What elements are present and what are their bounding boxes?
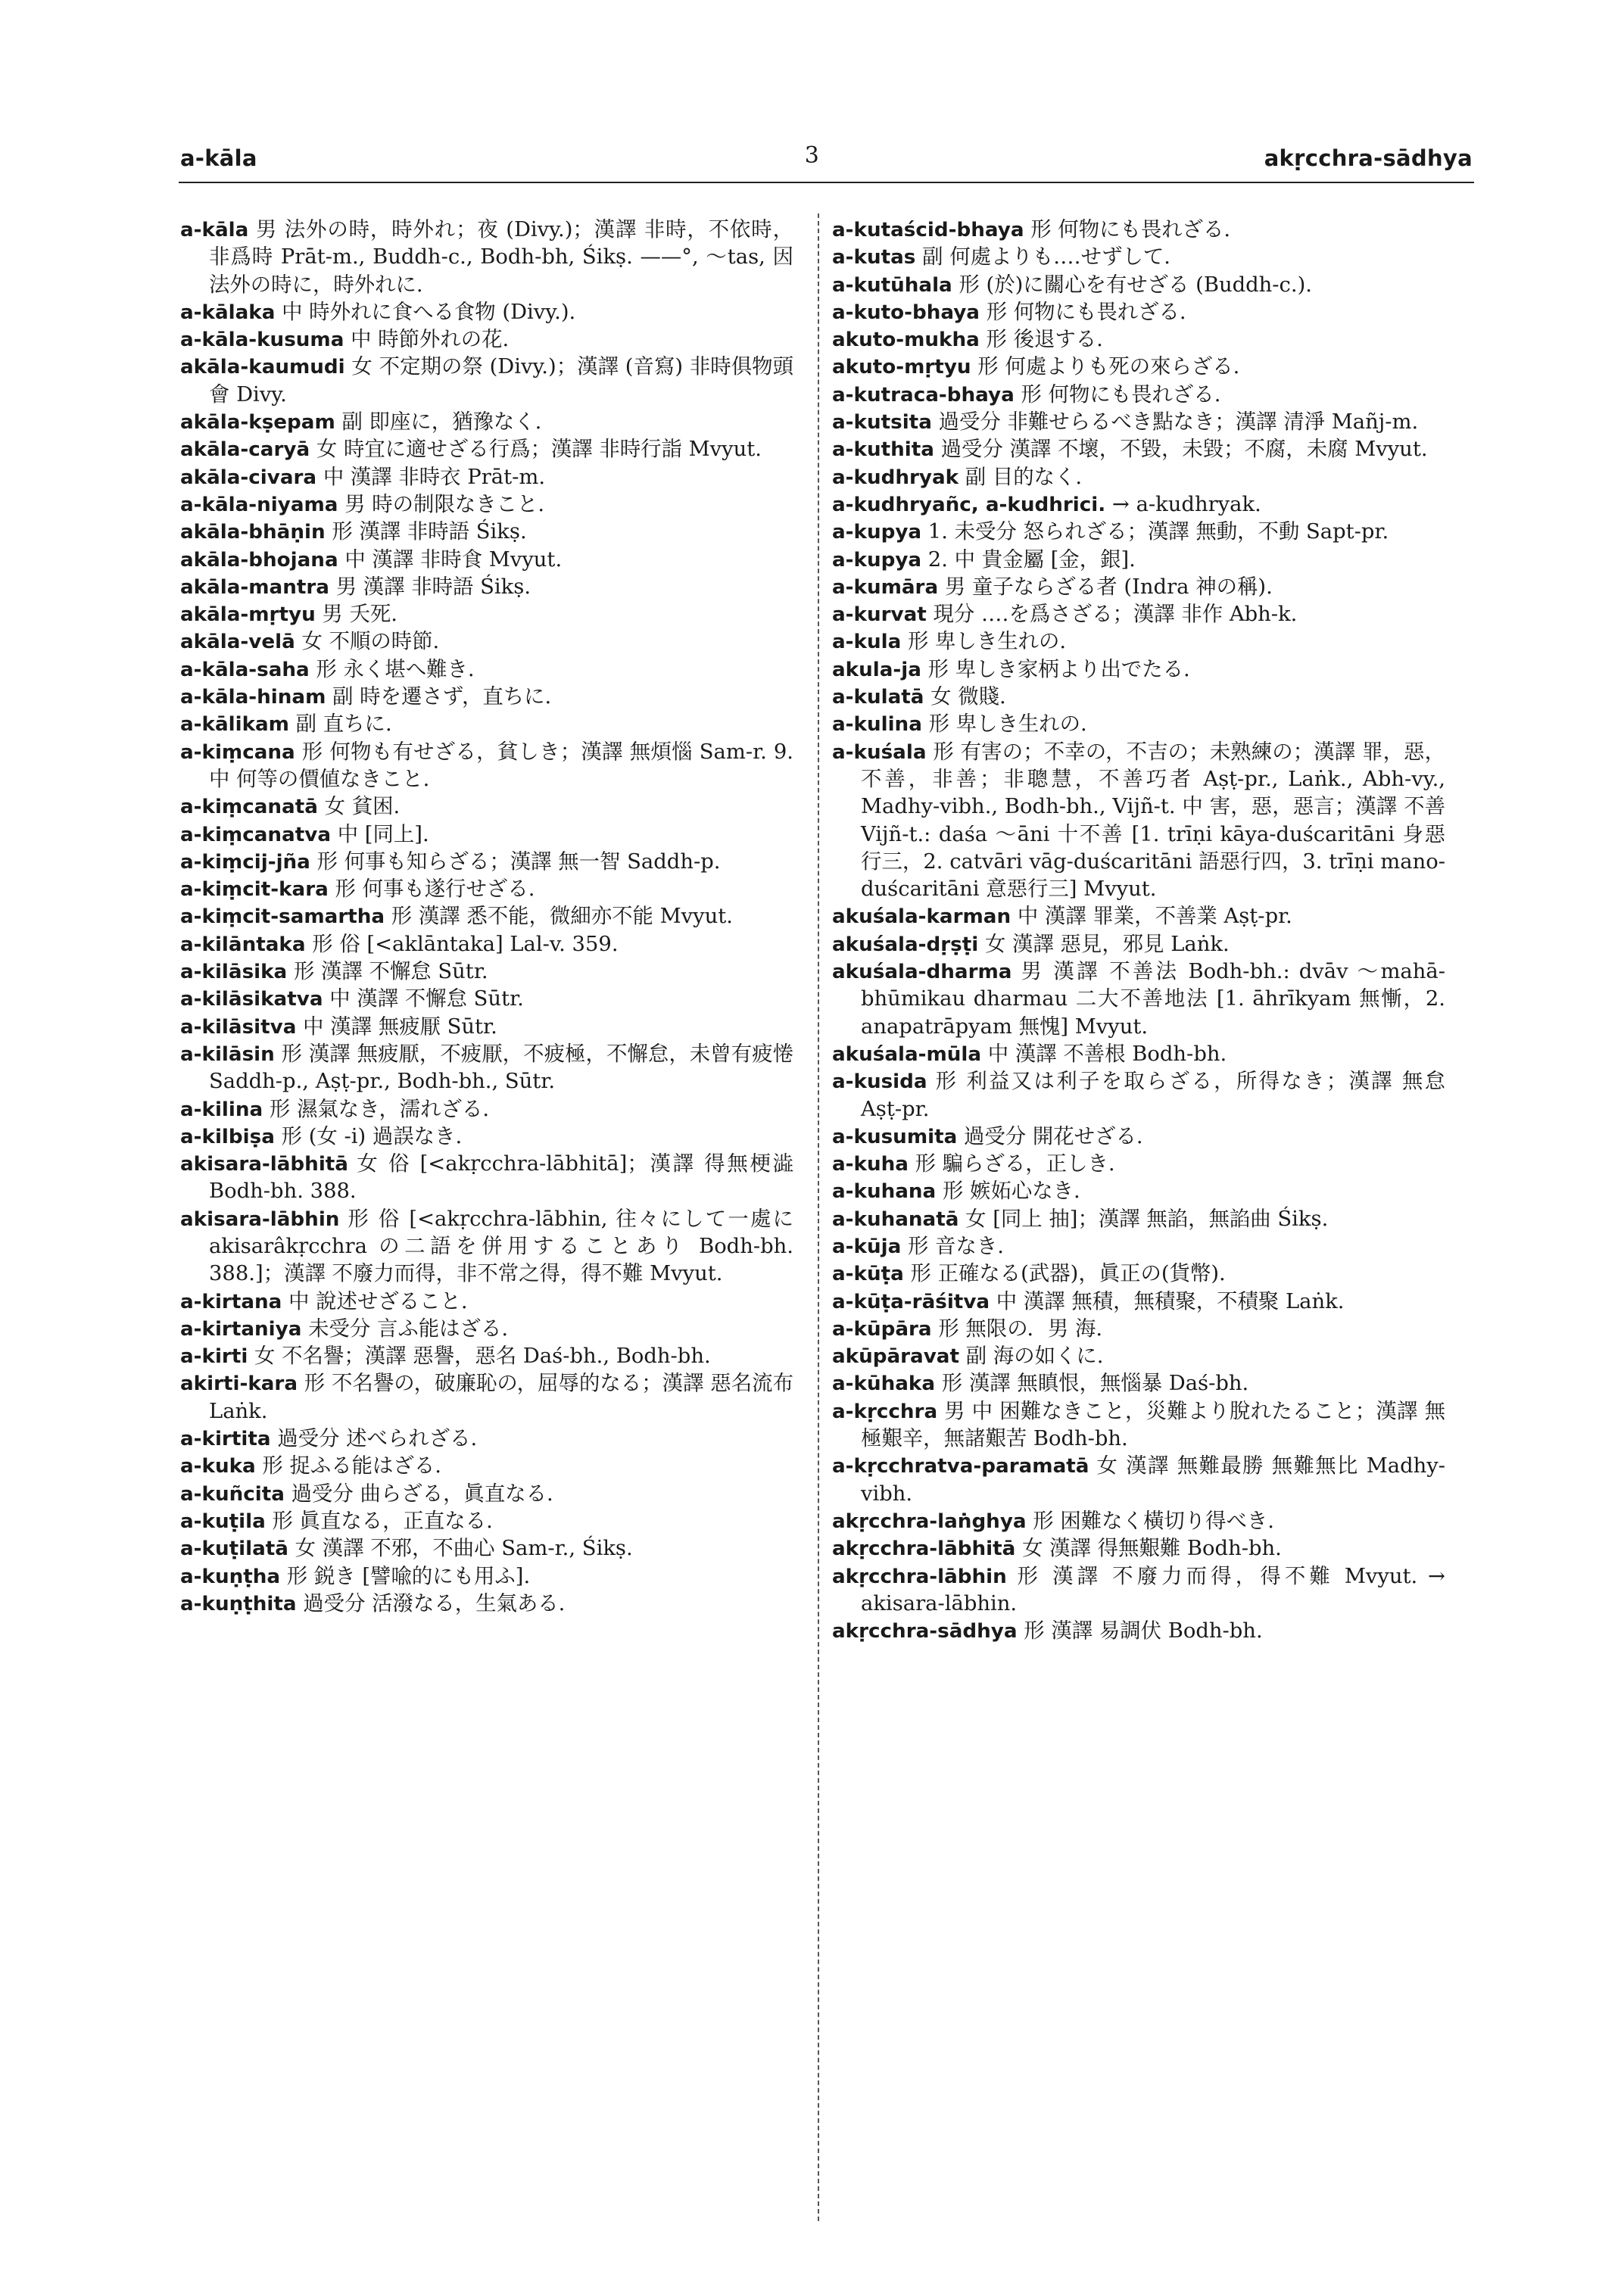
dictionary-entry xyxy=(832,1041,1445,1068)
entry-definition: 女 貧困. xyxy=(317,795,401,819)
entry-headword: a-kiṃcit-samartha xyxy=(180,905,385,929)
dictionary-entry xyxy=(180,547,793,574)
entry-headword: akuśala-dharma xyxy=(832,961,1012,984)
dictionary-entry xyxy=(180,656,793,684)
dictionary-entry xyxy=(180,1563,793,1590)
dictionary-entry xyxy=(832,574,1445,601)
entry-headword: a-kāla xyxy=(180,219,249,241)
entry-definition: 形 (女 -i) 過誤なき. xyxy=(274,1124,463,1148)
entry-headword: a-kilāsikatva xyxy=(180,988,323,1011)
dictionary-entry xyxy=(180,739,793,794)
entry-definition: 女 不順の時節. xyxy=(295,630,440,654)
entry-definition: 中 漢譯 不善根 Bodh-bh. xyxy=(981,1042,1227,1066)
dictionary-entry xyxy=(180,1370,793,1425)
entry-headword: akṛcchra-sādhya xyxy=(832,1620,1018,1643)
entry-definition: 形 有害の；不幸の，不吉の；未熟練の；漢譯 罪，惡，不善，非善；非聰慧，不善巧者 Aṣṭ-pr., Laṅk., Abh-vy., Madhy-vibh., Bodh-bh., Vijñ-t. 中 害，惡，惡言；漢譯 不善 Vijñ-t.: daśa ～āni 十不善 [1. trīṇi kāya-duścaritāni 身惡行三，2. catvāri vāg-duścaritāni 語惡行四，3. trīṇi mano-duścaritāni 意惡行三] Mvyut. xyxy=(861,740,1445,902)
dictionary-entry xyxy=(180,628,793,656)
entry-headword: a-kuñcita xyxy=(180,1482,285,1506)
entry-definition: 形 捉ふる能はざる. xyxy=(255,1454,441,1478)
entry-definition: 2. 中 貴金屬 [金，銀]. xyxy=(921,547,1136,572)
dictionary-entry xyxy=(832,1178,1445,1205)
dictionary-entry xyxy=(180,711,793,738)
entry-headword: a-kula xyxy=(832,631,902,654)
entry-definition: 中 漢譯 無積，無積聚，不積聚 Laṅk. xyxy=(990,1289,1345,1313)
dictionary-entry xyxy=(180,299,793,326)
header-rule xyxy=(179,182,1474,183)
entry-definition: 女 漢譯 不邪，不曲心 Sam-r., Śikṣ. xyxy=(288,1537,633,1561)
dictionary-entry xyxy=(832,1535,1445,1562)
dictionary-entry xyxy=(180,876,793,903)
entry-definition: 形 不名譽の，破廉恥の，屈辱的なる；漢譯 惡名流布 Laṅk. xyxy=(209,1372,793,1423)
dictionary-entry xyxy=(180,409,793,436)
dictionary-entry xyxy=(832,711,1445,738)
entry-definition: 形 永く堪へ難き. xyxy=(309,657,475,681)
entry-definition: 中 漢譯 非時衣 Prāt-m. xyxy=(316,465,546,489)
entry-headword: a-kuthita xyxy=(832,438,934,462)
entry-definition: 過受分 述べられざる. xyxy=(270,1427,478,1451)
dictionary-entry xyxy=(832,1343,1445,1370)
entry-headword: a-kālikam xyxy=(180,713,289,737)
dictionary-entry xyxy=(180,1316,793,1343)
entry-definition: 中 漢譯 不懈怠 Sūtr. xyxy=(323,987,524,1011)
dictionary-entry xyxy=(832,684,1445,711)
dictionary-entry xyxy=(180,491,793,519)
entry-headword: a-kusida xyxy=(832,1070,927,1094)
running-head-left: a-kāla xyxy=(180,145,257,171)
dictionary-entry xyxy=(832,903,1445,930)
entry-definition: 形 (於)に關心を有せざる (Buddh-c.). xyxy=(952,273,1312,297)
entry-headword: a-kuto-bhaya xyxy=(832,301,980,324)
entry-definition: 男 法外の時，時外れ；夜 (Divy.)；漢譯 非時，不依時，非爲時 Prāt-m., Buddh-c., Bodh-bh, Śikṣ. ——°, ～tas, 因 法外の時に，時外れに. xyxy=(209,218,793,297)
dictionary-entry xyxy=(180,821,793,849)
dictionary-entry xyxy=(180,958,793,986)
entry-definition: 男 童子ならざる者 (Indra 神の稱). xyxy=(938,575,1273,599)
dictionary-entry xyxy=(180,519,793,546)
left-column xyxy=(180,217,793,1618)
dictionary-entry xyxy=(832,1398,1445,1453)
entry-headword: a-kuha xyxy=(832,1153,909,1176)
entry-definition: 中 時節外れの花. xyxy=(344,328,510,352)
dictionary-entry xyxy=(180,1481,793,1508)
dictionary-entry xyxy=(832,1453,1445,1508)
dictionary-entry xyxy=(832,1123,1445,1151)
entry-headword: a-kāla-saha xyxy=(180,658,310,681)
entry-definition: 形 何物も有せざる，貧しき；漢譯 無煩惱 Sam-r. 9. 中 何等の價値なきこと. xyxy=(209,740,793,791)
entry-definition: 形 漢譯 易調伏 Bodh-bh. xyxy=(1017,1619,1263,1643)
entry-definition: 中 說述せざること. xyxy=(282,1289,468,1313)
entry-definition: → a-kudhryak. xyxy=(1105,492,1261,516)
entry-headword: akāla-kaumudi xyxy=(180,356,345,379)
entry-headword: a-kumāra xyxy=(832,575,939,599)
entry-definition: 形 騙らざる，正しき. xyxy=(908,1152,1115,1176)
entry-definition: 形 何物にも畏れざる. xyxy=(1024,218,1231,241)
entry-definition: 形 俗 [<aklāntaka] Lal-v. 359. xyxy=(305,932,619,956)
entry-definition: 女 俗 [<akṛcchra-lābhitā]；漢譯 得無梗澁 Bodh-bh. 388. xyxy=(209,1152,793,1204)
dictionary-entry xyxy=(180,1151,793,1206)
entry-definition: 副 何處よりも‥‥せずして. xyxy=(915,245,1170,269)
dictionary-entry xyxy=(180,1041,793,1096)
dictionary-entry xyxy=(832,436,1445,463)
entry-definition: 形 卑しき生れの. xyxy=(921,712,1087,737)
entry-headword: a-kūpāra xyxy=(832,1317,932,1341)
entry-definition: 形 漢譯 無疲厭，不疲厭，不疲極，不懈怠，未曾有疲惓 Saddh-p., Aṣṭ-pr., Bodh-bh., Sūtr. xyxy=(209,1042,793,1094)
dictionary-entry xyxy=(180,1123,793,1151)
entry-headword: a-kusumita xyxy=(832,1125,958,1148)
dictionary-entry xyxy=(180,793,793,821)
entry-definition: 副 目的なく. xyxy=(959,465,1083,489)
entry-headword: akāla-velā xyxy=(180,631,295,654)
entry-headword: akṛcchra-laṅghya xyxy=(832,1509,1027,1533)
entry-headword: a-kūhaka xyxy=(832,1372,936,1396)
dictionary-entry xyxy=(832,1563,1445,1618)
dictionary-entry xyxy=(832,628,1445,656)
dictionary-entry xyxy=(832,1316,1445,1343)
entry-definition: 形 嫉妬心なき. xyxy=(936,1179,1080,1204)
entry-headword: a-kupya xyxy=(832,548,922,572)
entry-headword: a-kutsita xyxy=(832,411,932,435)
dictionary-entry xyxy=(832,1206,1445,1233)
entry-headword: akāla-bhojana xyxy=(180,548,338,572)
entry-headword: akṛcchra-lābhitā xyxy=(832,1537,1016,1561)
entry-definition: 過受分 非難せらるべき點なき；漢譯 清淨 Mañj-m. xyxy=(931,410,1419,435)
entry-headword: a-kirtita xyxy=(180,1428,271,1451)
entry-headword: akāla-civara xyxy=(180,466,317,489)
dictionary-entry xyxy=(180,436,793,463)
dictionary-entry xyxy=(180,986,793,1013)
entry-headword: a-kūṭa xyxy=(832,1263,904,1286)
entry-headword: a-kiṃcanatva xyxy=(180,823,331,846)
entry-definition: 過受分 開花せざる. xyxy=(957,1124,1143,1148)
dictionary-entry xyxy=(832,244,1445,271)
entry-definition: 過受分 漢譯 不壞，不毀，未毀；不腐，未腐 Mvyut. xyxy=(934,438,1428,462)
entry-headword: akūpāravat xyxy=(832,1345,959,1369)
entry-definition: 男 漢譯 不善法 Bodh-bh.: dvāv ～mahā-bhūmikau dharmau 二大不善地法 [1. āhrīkyam 無慚，2. anapatrāpyam 無愧] Mvyut. xyxy=(861,960,1445,1039)
dictionary-entry xyxy=(180,354,793,409)
entry-headword: a-kuṇṭhita xyxy=(180,1592,297,1615)
dictionary-entry xyxy=(180,849,793,876)
dictionary-entry xyxy=(832,931,1445,958)
dictionary-entry xyxy=(832,1260,1445,1288)
dictionary-entry xyxy=(832,299,1445,326)
entry-headword: a-kāla-hinam xyxy=(180,686,326,709)
entry-headword: a-kūṭa-rāśitva xyxy=(832,1290,990,1313)
entry-headword: a-kurvat xyxy=(832,603,927,627)
dictionary-entry xyxy=(180,1343,793,1370)
entry-definition: 副 直ちに. xyxy=(288,712,392,737)
entry-headword: a-kiṃcana xyxy=(180,740,295,764)
entry-definition: 形 後退する. xyxy=(979,328,1103,352)
dictionary-entry xyxy=(180,931,793,958)
entry-definition: 女 漢譯 惡見，邪見 Laṅk. xyxy=(978,932,1230,956)
running-head-right: akṛcchra-sādhya xyxy=(1264,145,1473,171)
entry-definition: 中 漢譯 無疲厭 Sūtr. xyxy=(296,1014,497,1039)
entry-definition: 形 漢譯 不廢力而得，得不難 Mvyut. → akisara-lābhin. xyxy=(861,1564,1445,1615)
entry-definition: 女 [同上 抽]；漢譯 無諂，無諂曲 Śikṣ. xyxy=(959,1207,1329,1231)
entry-headword: a-kilbiṣa xyxy=(180,1125,275,1148)
entry-definition: 女 漢譯 得無艱難 Bodh-bh. xyxy=(1015,1537,1282,1561)
dictionary-entry xyxy=(180,1453,793,1480)
entry-headword: akula-ja xyxy=(832,658,921,681)
entry-definition: 中 [同上]. xyxy=(331,822,429,846)
entry-definition: 過受分 曲らざる，眞直なる. xyxy=(284,1481,553,1506)
dictionary-entry xyxy=(180,464,793,491)
entry-definition: 女 時宜に適せざる行爲；漢譯 非時行詣 Mvyut. xyxy=(310,438,762,462)
entry-headword: a-kṛcchratva-paramatā xyxy=(832,1455,1089,1478)
entry-definition: 形 眞直なる，正直なる. xyxy=(265,1509,493,1533)
entry-headword: a-kuṭila xyxy=(180,1509,266,1533)
dictionary-entry xyxy=(180,1425,793,1453)
entry-headword: akuto-mṛtyu xyxy=(832,356,971,379)
dictionary-entry xyxy=(832,1370,1445,1397)
entry-definition: 未受分 言ふ能はざる. xyxy=(301,1316,509,1341)
entry-headword: akuśala-mūla xyxy=(832,1042,982,1066)
entry-definition: 形 何事も遂行せざる. xyxy=(328,877,535,902)
dictionary-entry xyxy=(832,1288,1445,1316)
entry-headword: a-kirtana xyxy=(180,1290,282,1313)
entry-headword: a-kilāntaka xyxy=(180,933,306,956)
entry-headword: akisara-lābhin xyxy=(180,1207,340,1231)
entry-definition: 形 何事も知らざる；漢譯 無一智 Saddh-p. xyxy=(310,849,721,874)
dictionary-entry xyxy=(180,684,793,711)
page-number: 3 xyxy=(804,142,820,169)
entry-definition: 女 漢譯 無難最勝 無難無比 Madhy-vibh. xyxy=(861,1454,1445,1506)
dictionary-entry xyxy=(832,409,1445,436)
entry-headword: a-kāla-kusuma xyxy=(180,329,344,352)
entry-headword: a-kilāsitva xyxy=(180,1015,297,1039)
entry-definition: 中 漢譯 非時食 Mvyut. xyxy=(338,547,563,572)
entry-headword: a-kilāsin xyxy=(180,1042,275,1066)
entry-headword: akāla-kṣepam xyxy=(180,411,335,435)
dictionary-entry xyxy=(832,382,1445,409)
dictionary-entry xyxy=(180,217,793,299)
entry-headword: a-kirtaniya xyxy=(180,1317,302,1341)
entry-definition: 形 俗 [<akṛcchra-lābhin, 往々にして一處に akisarâkṛcchra の二語を併用することあり Bodh-bh. 388.]；漢譯 不廢力而得，非不常之得，得不難 Mvyut. xyxy=(209,1207,793,1286)
entry-headword: akisara-lābhitā xyxy=(180,1153,348,1176)
entry-definition: 形 利益又は利子を取らざる，所得なき；漢譯 無怠 Aṣṭ-pr. xyxy=(861,1070,1445,1121)
entry-headword: a-kilina xyxy=(180,1098,263,1121)
entry-headword: a-kutaścid-bhaya xyxy=(832,219,1024,241)
dictionary-entry xyxy=(832,958,1445,1041)
entry-headword: a-kilāsika xyxy=(180,961,288,984)
entry-definition: 形 困難なく橫切り得べき. xyxy=(1026,1509,1274,1533)
dictionary-entry xyxy=(832,464,1445,491)
entry-definition: 中 漢譯 罪業，不善業 Aṣṭ-pr. xyxy=(1011,905,1292,929)
entry-definition: 形 卑しき家柄より出でたる. xyxy=(921,657,1190,681)
dictionary-entry xyxy=(832,354,1445,381)
entry-headword: akuśala-dṛṣṭi xyxy=(832,933,979,956)
entry-headword: a-kṛcchra xyxy=(832,1400,938,1423)
dictionary-entry xyxy=(832,1068,1445,1123)
entry-definition: 男 漢譯 非時語 Śikṣ. xyxy=(329,575,531,599)
entry-headword: akuśala-karman xyxy=(832,905,1011,929)
entry-headword: a-kālaka xyxy=(180,301,276,324)
dictionary-entry xyxy=(832,519,1445,546)
entry-headword: akṛcchra-lābhin xyxy=(832,1565,1007,1588)
entry-headword: a-kiṃcij-jña xyxy=(180,850,310,874)
entry-definition: 男 夭死. xyxy=(315,603,398,627)
entry-headword: akuto-mukha xyxy=(832,329,980,352)
entry-definition: 男 時の制限なきこと. xyxy=(338,492,545,516)
entry-definition: 女 不定期の祭 (Divy.)；漢譯 (音寫) 非時俱物頭會 Divy. xyxy=(209,355,793,407)
entry-headword: a-kiṃcanatā xyxy=(180,796,318,819)
entry-headword: a-kulina xyxy=(832,713,922,737)
dictionary-entry xyxy=(832,739,1445,904)
entry-headword: akāla-caryā xyxy=(180,438,310,462)
entry-definition: 副 海の如くに. xyxy=(959,1344,1104,1369)
entry-headword: a-kutūhala xyxy=(832,273,952,297)
entry-headword: a-kudhryak xyxy=(832,466,959,489)
entry-definition: 女 不名譽；漢譯 惡譽，惡名 Daś-bh., Bodh-bh. xyxy=(248,1344,711,1369)
entry-definition: 形 漢譯 悉不能，微細亦不能 Mvyut. xyxy=(385,905,733,929)
entry-headword: akāla-mantra xyxy=(180,575,329,599)
entry-definition: 副 時を遷さず，直ちに. xyxy=(326,685,552,709)
dictionary-entry xyxy=(180,1014,793,1041)
entry-headword: a-kuka xyxy=(180,1455,256,1478)
entry-definition: 過受分 活潑なる，生氣ある. xyxy=(296,1591,566,1615)
entry-definition: 女 微賤. xyxy=(924,685,1006,709)
entry-definition: 形 鋭き [譬喩的にも用ふ]. xyxy=(280,1564,531,1588)
dictionary-entry xyxy=(180,1590,793,1618)
dictionary-entry xyxy=(180,574,793,601)
dictionary-entry xyxy=(832,491,1445,519)
entry-definition: 形 漢譯 非時語 Śikṣ. xyxy=(325,520,527,544)
entry-headword: akāla-mṛtyu xyxy=(180,603,316,627)
entry-headword: a-kudhryañc, a-kudhrici. xyxy=(832,493,1106,516)
dictionary-entry xyxy=(832,272,1445,299)
entry-definition: 形 卑しき生れの. xyxy=(901,630,1067,654)
entry-definition: 形 漢譯 無瞋恨，無惱暴 Daś-bh. xyxy=(935,1372,1249,1396)
entry-headword: a-kuhana xyxy=(832,1180,937,1204)
entry-headword: a-kūja xyxy=(832,1235,902,1258)
dictionary-entry xyxy=(180,903,793,930)
entry-definition: 中 時外れに食へる食物 (Divy.). xyxy=(275,300,576,324)
entry-headword: a-kutraca-bhaya xyxy=(832,383,1015,407)
entry-headword: a-kuśala xyxy=(832,740,927,764)
dictionary-entry xyxy=(832,1233,1445,1260)
dictionary-entry xyxy=(832,547,1445,574)
dictionary-entry xyxy=(832,217,1445,244)
entry-definition: 形 漢譯 不懈怠 Sūtr. xyxy=(287,960,488,984)
dictionary-entry xyxy=(832,601,1445,628)
dictionary-entry xyxy=(832,656,1445,684)
entry-headword: akirti-kara xyxy=(180,1372,298,1396)
entry-definition: 1. 未受分 怒られざる；漢譯 無動，不動 Sapt-pr. xyxy=(921,520,1389,544)
dictionary-entry xyxy=(832,1151,1445,1178)
entry-headword: akāla-bhāṇin xyxy=(180,521,326,544)
entry-headword: a-kupya xyxy=(832,521,922,544)
dictionary-entry xyxy=(180,326,793,354)
entry-definition: 形 濕氣なき，濡れざる. xyxy=(263,1097,490,1121)
dictionary-entry xyxy=(180,1096,793,1123)
entry-definition: 現分 ‥‥を爲さざる；漢譯 非作 Abh-k. xyxy=(926,603,1298,627)
entry-headword: a-kirti xyxy=(180,1345,248,1369)
dictionary-entry xyxy=(180,601,793,628)
dictionary-entry xyxy=(180,1535,793,1562)
entry-definition: 形 無限の．男 海. xyxy=(931,1316,1103,1341)
dictionary-entry xyxy=(180,1508,793,1535)
dictionary-entry xyxy=(832,1508,1445,1535)
entry-definition: 男 中 困難なきこと，災難より脫れたること；漢譯 無極艱辛，無諸艱苦 Bodh-bh. xyxy=(861,1399,1445,1451)
entry-headword: a-kulatā xyxy=(832,686,924,709)
right-column xyxy=(832,217,1445,1645)
column-divider xyxy=(818,213,819,2221)
entry-definition: 形 何處よりも死の來らざる. xyxy=(971,355,1240,379)
dictionary-entry xyxy=(832,1618,1445,1645)
entry-definition: 形 何物にも畏れざる. xyxy=(1014,382,1221,407)
dictionary-entry xyxy=(180,1288,793,1316)
entry-definition: 副 即座に，猶豫なく. xyxy=(335,410,542,435)
entry-definition: 形 何物にも畏れざる. xyxy=(979,300,1186,324)
entry-headword: a-kāla-niyama xyxy=(180,493,338,516)
dictionary-entry xyxy=(180,1206,793,1288)
entry-headword: a-kiṃcit-kara xyxy=(180,878,329,902)
entry-headword: a-kutas xyxy=(832,246,916,269)
entry-definition: 形 音なき. xyxy=(901,1234,1004,1258)
entry-headword: a-kuhanatā xyxy=(832,1207,959,1231)
entry-definition: 形 正確なる(武器)，眞正の(貨幣). xyxy=(903,1262,1226,1286)
dictionary-entry xyxy=(832,326,1445,354)
entry-headword: a-kuṇṭha xyxy=(180,1565,281,1588)
entry-headword: a-kuṭilatā xyxy=(180,1537,288,1561)
